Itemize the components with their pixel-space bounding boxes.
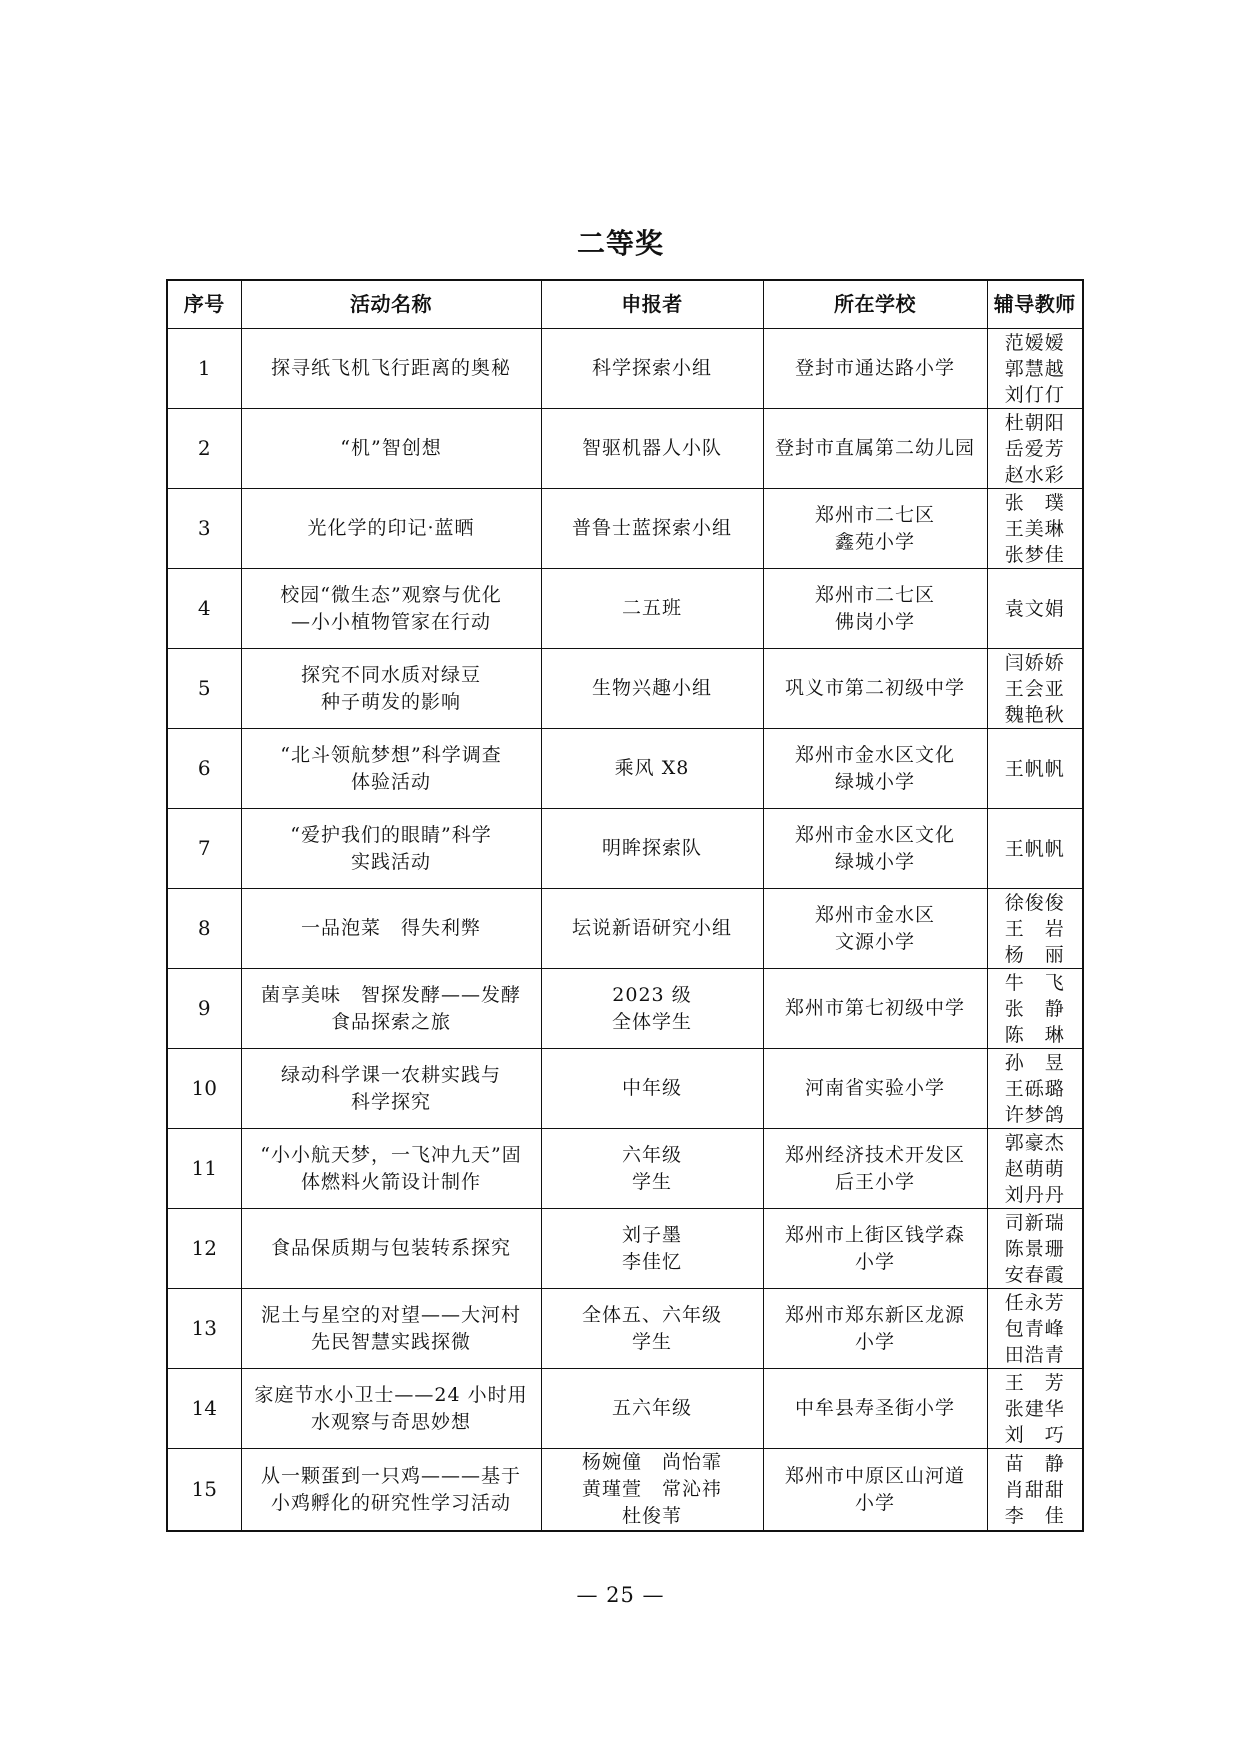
school-line: 郑州市金水区: [814, 903, 935, 926]
activity-name-cell: [241, 1049, 541, 1129]
teacher-name: 郭豪杰: [1004, 1131, 1065, 1154]
applicant-line: 学生: [631, 1170, 672, 1193]
teacher-name: 任永芳: [1004, 1291, 1065, 1314]
table-row: [167, 649, 1083, 729]
applicant-line: 生物兴趣小组: [591, 677, 712, 699]
activity-line: 食品探索之旅: [330, 1010, 451, 1033]
applicant-cell: [541, 329, 763, 409]
teacher-name: 张建华: [1004, 1397, 1065, 1420]
activity-line: 先民智慧实践探微: [310, 1330, 471, 1353]
school-cell: [763, 809, 987, 889]
teacher-name: 闫娇娇: [1004, 651, 1065, 674]
activity-line: 泥土与星空的对望——大河村: [260, 1303, 521, 1326]
teacher-name: 孙 昱: [1004, 1051, 1065, 1074]
activity-name-cell: [241, 809, 541, 889]
activity-line: “北斗领航梦想”科学调查: [280, 743, 502, 766]
school-line: 文源小学: [834, 930, 915, 953]
row-index: 10: [167, 1049, 241, 1129]
activity-line: 实践活动: [350, 850, 431, 873]
school-line: 中牟县寿圣街小学: [794, 1397, 955, 1419]
column-header-applicant: 申报者: [541, 280, 763, 329]
activity-line: 绿动科学课一农耕实践与: [280, 1063, 501, 1086]
teacher-name: 赵萌萌: [1004, 1157, 1065, 1180]
row-index: 3: [167, 489, 241, 569]
applicant-cell: [541, 969, 763, 1049]
activity-name-cell: [241, 1129, 541, 1209]
teachers-cell: [987, 329, 1083, 409]
applicant-cell: [541, 1129, 763, 1209]
applicant-line: 五六年级: [611, 1397, 692, 1419]
teacher-name: 陈 琳: [1004, 1023, 1065, 1046]
school-line: 郑州市二七区: [814, 583, 935, 606]
activity-name-cell: [241, 1209, 541, 1289]
school-cell: [763, 729, 987, 809]
table-row: [167, 1209, 1083, 1289]
row-index: 14: [167, 1369, 241, 1449]
school-line: 郑州市第七初级中学: [784, 997, 965, 1019]
row-index: 6: [167, 729, 241, 809]
school-cell: [763, 969, 987, 1049]
teachers-cell: [987, 809, 1083, 889]
teacher-name: 司新瑞: [1004, 1211, 1065, 1234]
applicant-line: 杜俊苇: [621, 1505, 682, 1527]
school-line: 绿城小学: [834, 770, 915, 793]
teacher-name: 田浩青: [1004, 1343, 1065, 1366]
teacher-name: 张梦佳: [1004, 543, 1065, 566]
activity-name-cell: [241, 1369, 541, 1449]
activity-line: “小小航天梦，一飞冲九天”固: [260, 1143, 522, 1166]
school-line: 郑州市二七区: [814, 503, 935, 526]
teacher-name: 袁文娟: [1004, 597, 1065, 620]
applicant-line: 六年级: [621, 1143, 682, 1166]
column-header-school: 所在学校: [763, 280, 987, 329]
school-cell: [763, 1049, 987, 1129]
teacher-name: 范嫒嫒: [1004, 331, 1065, 354]
teacher-name: 杨 丽: [1004, 943, 1065, 966]
applicant-line: 二五班: [621, 597, 682, 619]
teachers-cell: [987, 489, 1083, 569]
activity-line: “爱护我们的眼睛”科学: [290, 823, 492, 846]
page-title: 二等奖: [576, 227, 664, 260]
table-row: [167, 1449, 1083, 1532]
table-body: [167, 329, 1083, 1532]
page-number: — 25 —: [576, 1583, 665, 1607]
applicant-cell: [541, 409, 763, 489]
activity-name-cell: [241, 409, 541, 489]
school-cell: [763, 1289, 987, 1369]
activity-line: 探寻纸飞机飞行距离的奥秘: [270, 357, 511, 379]
teacher-name: 刘丹丹: [1004, 1183, 1065, 1206]
activity-name-cell: [241, 889, 541, 969]
table-row: [167, 889, 1083, 969]
school-line: 郑州市金水区文化: [794, 743, 955, 766]
school-line: 郑州市上街区钱学森: [784, 1223, 965, 1246]
applicant-cell: [541, 1449, 763, 1532]
applicant-line: 全体学生: [611, 1010, 692, 1033]
column-header-activity: 活动名称: [241, 280, 541, 329]
school-cell: [763, 489, 987, 569]
table-row: [167, 969, 1083, 1049]
school-cell: [763, 889, 987, 969]
school-line: 鑫苑小学: [834, 530, 915, 553]
school-cell: [763, 409, 987, 489]
school-line: 河南省实验小学: [804, 1077, 945, 1099]
activity-name-cell: [241, 569, 541, 649]
teachers-cell: [987, 969, 1083, 1049]
row-index: 15: [167, 1449, 241, 1532]
activity-line: 水观察与奇思妙想: [310, 1410, 471, 1433]
applicant-cell: [541, 729, 763, 809]
teacher-name: 李 佳: [1004, 1504, 1065, 1527]
teacher-name: 刘仃仃: [1004, 383, 1065, 406]
row-index: 13: [167, 1289, 241, 1369]
activity-name-cell: [241, 729, 541, 809]
table-row: [167, 1129, 1083, 1209]
applicant-line: 乘风 X8: [614, 757, 690, 779]
school-cell: [763, 1369, 987, 1449]
row-index: 5: [167, 649, 241, 729]
applicant-line: 中年级: [621, 1077, 682, 1099]
school-line: 小学: [854, 1491, 895, 1514]
applicant-line: 学生: [631, 1330, 672, 1353]
activity-line: 家庭节水小卫士——24 小时用: [254, 1383, 528, 1406]
teacher-name: 安春霞: [1004, 1263, 1065, 1286]
school-line: 绿城小学: [834, 850, 915, 873]
school-line: 登封市直属第二幼儿园: [774, 437, 975, 459]
activity-line: 食品保质期与包装转系探究: [270, 1237, 511, 1259]
activity-name-cell: [241, 1449, 541, 1532]
table-row: [167, 489, 1083, 569]
school-cell: [763, 569, 987, 649]
applicant-cell: [541, 649, 763, 729]
teachers-cell: [987, 1289, 1083, 1369]
row-index: 1: [167, 329, 241, 409]
teachers-cell: [987, 1209, 1083, 1289]
teacher-name: 王 岩: [1004, 917, 1065, 940]
applicant-line: 明眸探索队: [601, 837, 702, 859]
activity-line: 一品泡菜 得失利弊: [300, 917, 481, 939]
teacher-name: 肖甜甜: [1004, 1478, 1065, 1501]
applicant-line: 智驱机器人小队: [581, 437, 722, 459]
activity-line: 种子萌发的影响: [320, 690, 461, 713]
teachers-cell: [987, 409, 1083, 489]
applicant-cell: [541, 889, 763, 969]
row-index: 4: [167, 569, 241, 649]
teachers-cell: [987, 1049, 1083, 1129]
table-header-row: [167, 280, 1083, 329]
row-index: 7: [167, 809, 241, 889]
school-line: 郑州市郑东新区龙源: [784, 1303, 965, 1326]
activity-line: 体燃料火箭设计制作: [300, 1170, 481, 1193]
school-cell: [763, 1129, 987, 1209]
school-line: 小学: [854, 1330, 895, 1353]
teacher-name: 刘 巧: [1004, 1423, 1065, 1446]
applicant-cell: [541, 1209, 763, 1289]
teacher-name: 杜朝阳: [1004, 411, 1065, 434]
row-index: 12: [167, 1209, 241, 1289]
applicant-line: 普鲁士蓝探索小组: [571, 517, 732, 539]
applicant-cell: [541, 569, 763, 649]
activity-line: 探究不同水质对绿豆: [300, 663, 481, 686]
row-index: 2: [167, 409, 241, 489]
teacher-name: 张 璞: [1004, 491, 1065, 514]
teacher-name: 赵水彩: [1004, 463, 1065, 486]
row-index: 9: [167, 969, 241, 1049]
teacher-name: 苗 静: [1004, 1452, 1065, 1475]
school-cell: [763, 1209, 987, 1289]
applicant-line: 黄瑾萱 常沁祎: [581, 1478, 722, 1500]
teacher-name: 王砾璐: [1004, 1077, 1065, 1100]
teachers-cell: [987, 649, 1083, 729]
school-line: 登封市通达路小学: [794, 357, 955, 379]
school-line: 郑州市中原区山河道: [784, 1464, 965, 1487]
teacher-name: 王会亚: [1004, 677, 1065, 700]
applicant-line: 科学探索小组: [591, 357, 712, 379]
teacher-name: 牛 飞: [1004, 971, 1065, 994]
table-row: [167, 729, 1083, 809]
teachers-cell: [987, 1449, 1083, 1532]
applicant-cell: [541, 1049, 763, 1129]
teacher-name: 王美琳: [1004, 517, 1065, 540]
teachers-cell: [987, 889, 1083, 969]
activity-name-cell: [241, 489, 541, 569]
teacher-name: 魏艳秋: [1004, 703, 1065, 726]
activity-line: “机”智创想: [340, 437, 442, 459]
applicant-cell: [541, 1289, 763, 1369]
applicant-line: 李佳忆: [621, 1250, 682, 1273]
table-row: [167, 1369, 1083, 1449]
table-row: [167, 809, 1083, 889]
award-table: [166, 279, 1084, 1532]
activity-name-cell: [241, 329, 541, 409]
table-row: [167, 569, 1083, 649]
activity-line: 校园“微生态”观察与优化: [280, 583, 502, 606]
column-header-teachers: 辅导教师: [987, 280, 1083, 329]
teacher-name: 许梦鸽: [1004, 1103, 1065, 1126]
applicant-cell: [541, 809, 763, 889]
applicant-line: 全体五、六年级: [581, 1303, 722, 1326]
activity-line: —小小植物管家在行动: [290, 610, 491, 633]
activity-line: 光化学的印记·蓝晒: [307, 517, 475, 539]
school-line: 巩义市第二初级中学: [784, 677, 965, 699]
teacher-name: 徐俊俊: [1004, 891, 1065, 914]
applicant-line: 杨婉僮 尚怡霏: [581, 1451, 722, 1473]
activity-name-cell: [241, 1289, 541, 1369]
row-index: 8: [167, 889, 241, 969]
table-row: [167, 329, 1083, 409]
school-line: 佛岗小学: [834, 610, 915, 633]
teacher-name: 王帆帆: [1004, 757, 1065, 780]
table-row: [167, 1289, 1083, 1369]
activity-line: 科学探究: [350, 1090, 431, 1113]
activity-line: 菌享美味 智探发酵——发酵: [260, 983, 521, 1006]
teacher-name: 陈景珊: [1004, 1237, 1065, 1260]
teachers-cell: [987, 1369, 1083, 1449]
table-row: [167, 409, 1083, 489]
applicant-cell: [541, 1369, 763, 1449]
column-header-index: 序号: [167, 280, 241, 329]
row-index: 11: [167, 1129, 241, 1209]
activity-name-cell: [241, 649, 541, 729]
teacher-name: 包青峰: [1004, 1317, 1065, 1340]
teachers-cell: [987, 1129, 1083, 1209]
applicant-line: 2023 级: [612, 983, 692, 1006]
applicant-line: 坛说新语研究小组: [571, 917, 732, 939]
teacher-name: 张 静: [1004, 997, 1065, 1020]
teachers-cell: [987, 729, 1083, 809]
school-cell: [763, 329, 987, 409]
school-line: 小学: [854, 1250, 895, 1273]
teacher-name: 王 芳: [1004, 1371, 1065, 1394]
activity-line: 小鸡孵化的研究性学习活动: [270, 1491, 511, 1514]
school-line: 后王小学: [834, 1170, 915, 1193]
teacher-name: 郭慧越: [1004, 357, 1065, 380]
school-cell: [763, 649, 987, 729]
activity-line: 从一颗蛋到一只鸡———基于: [260, 1464, 521, 1487]
teachers-cell: [987, 569, 1083, 649]
activity-name-cell: [241, 969, 541, 1049]
teacher-name: 岳爱芳: [1004, 437, 1065, 460]
teacher-name: 王帆帆: [1004, 837, 1065, 860]
school-line: 郑州市金水区文化: [794, 823, 955, 846]
table-row: [167, 1049, 1083, 1129]
applicant-line: 刘子墨: [621, 1223, 682, 1246]
activity-line: 体验活动: [350, 770, 431, 793]
school-cell: [763, 1449, 987, 1532]
applicant-cell: [541, 489, 763, 569]
school-line: 郑州经济技术开发区: [784, 1143, 965, 1166]
